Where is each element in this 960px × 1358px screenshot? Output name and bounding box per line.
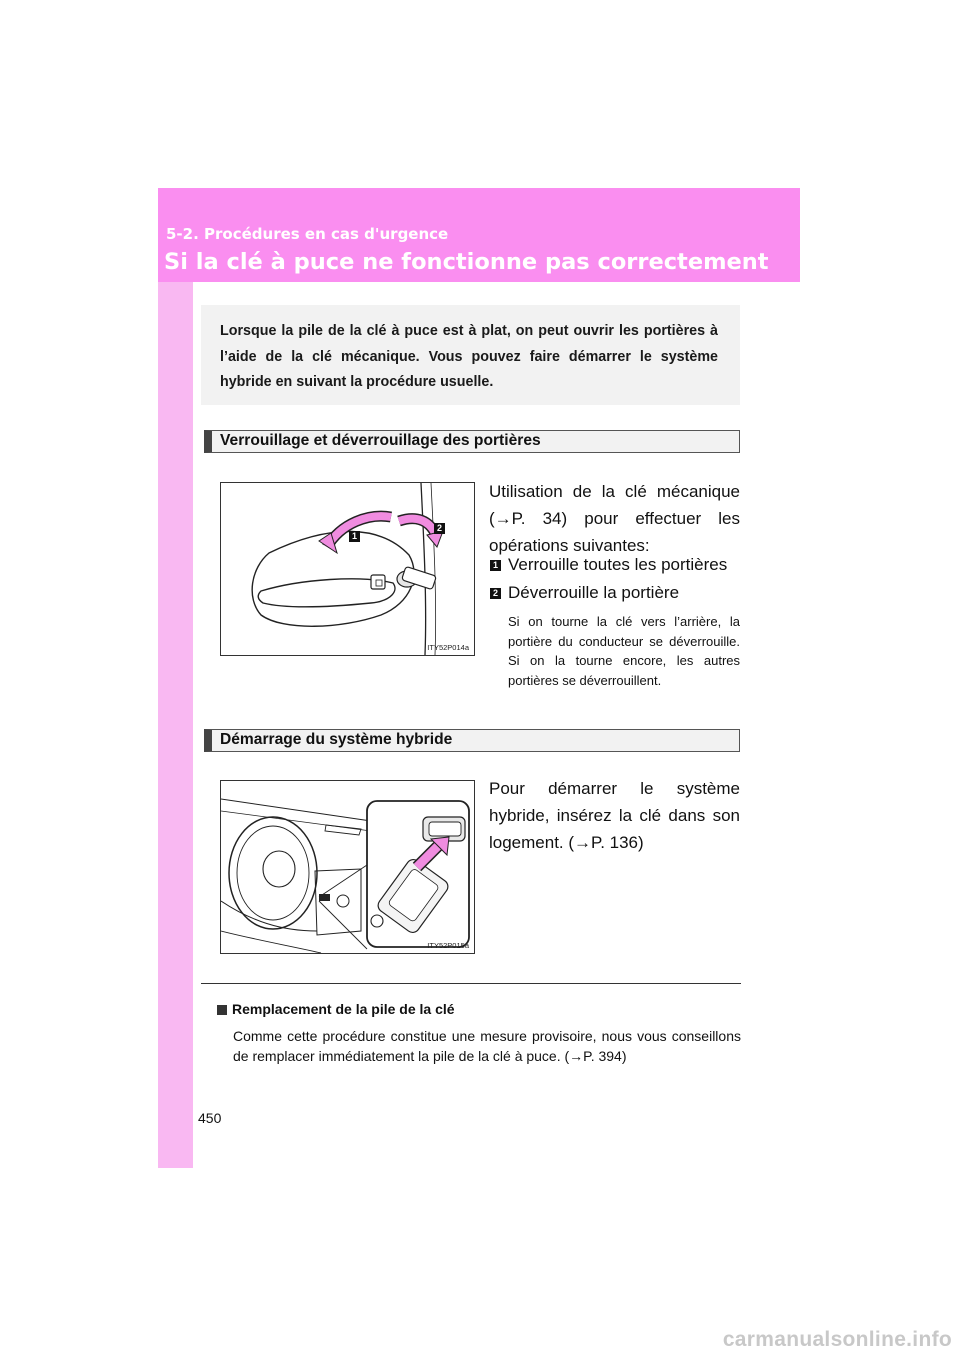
figure-marker-2: 2 (434, 523, 445, 534)
step-2-label: Déverrouille la portière (508, 583, 680, 602)
figure-code: ITY52P014a (427, 643, 469, 652)
section2-text: Pour démarrer le système hybride, insérez la clé dans son logement. (→P. 136) (489, 779, 740, 852)
step-1-marker: 1 (490, 560, 501, 571)
watermark: carmanualsonline.info (722, 1328, 952, 1351)
intro-box (201, 305, 740, 405)
dashboard-key-drawing (221, 781, 474, 953)
step-2-marker: 2 (490, 588, 501, 599)
side-tab-bar (158, 188, 193, 1168)
intro-text: Lorsque la pile de la clé à puce est à plat, on peut ouvrir les portières à l’aide de la clé mécanique. Vous pouvez faire démarrer le système hybride en suivant la procédure usuelle. (220, 323, 718, 390)
note-title (217, 1001, 455, 1017)
door-handle-drawing (221, 483, 474, 655)
section-heading-hybrid-start: Démarrage du système hybride (204, 729, 740, 752)
divider (201, 983, 741, 984)
section-heading-locking: Verrouillage et déverrouillage des portières (204, 430, 740, 453)
section-path: 5-2. Procédures en cas d'urgence (166, 225, 449, 243)
step-1-label: Verrouille toutes les portières (508, 555, 728, 574)
note-title-text: Remplacement de la pile de la clé (232, 1001, 455, 1017)
key-slot-illustration (220, 780, 475, 954)
note-body: Comme cette procédure constitue une mesure provisoire, nous vous conseillons de remplacer immédiatement la pile de la clé à puce. (→P. 394) (233, 1028, 741, 1064)
section1-note: Si on tourne la clé vers l’arrière, la portière du conducteur se déverrouille. Si on la tourne encore, les autres portières se déverrouillent. (508, 614, 740, 688)
square-bullet-icon (217, 1005, 227, 1015)
page-title: Si la clé à puce ne fonctionne pas correctement (164, 249, 769, 275)
figure-marker-1: 1 (349, 531, 360, 542)
door-handle-illustration (220, 482, 475, 656)
figure-code: ITY52P015a (427, 941, 469, 950)
section1-text: Utilisation de la clé mécanique (→P. 34) pour effectuer les opérations suivantes: (489, 482, 740, 555)
page-number: 450 (198, 1110, 222, 1126)
